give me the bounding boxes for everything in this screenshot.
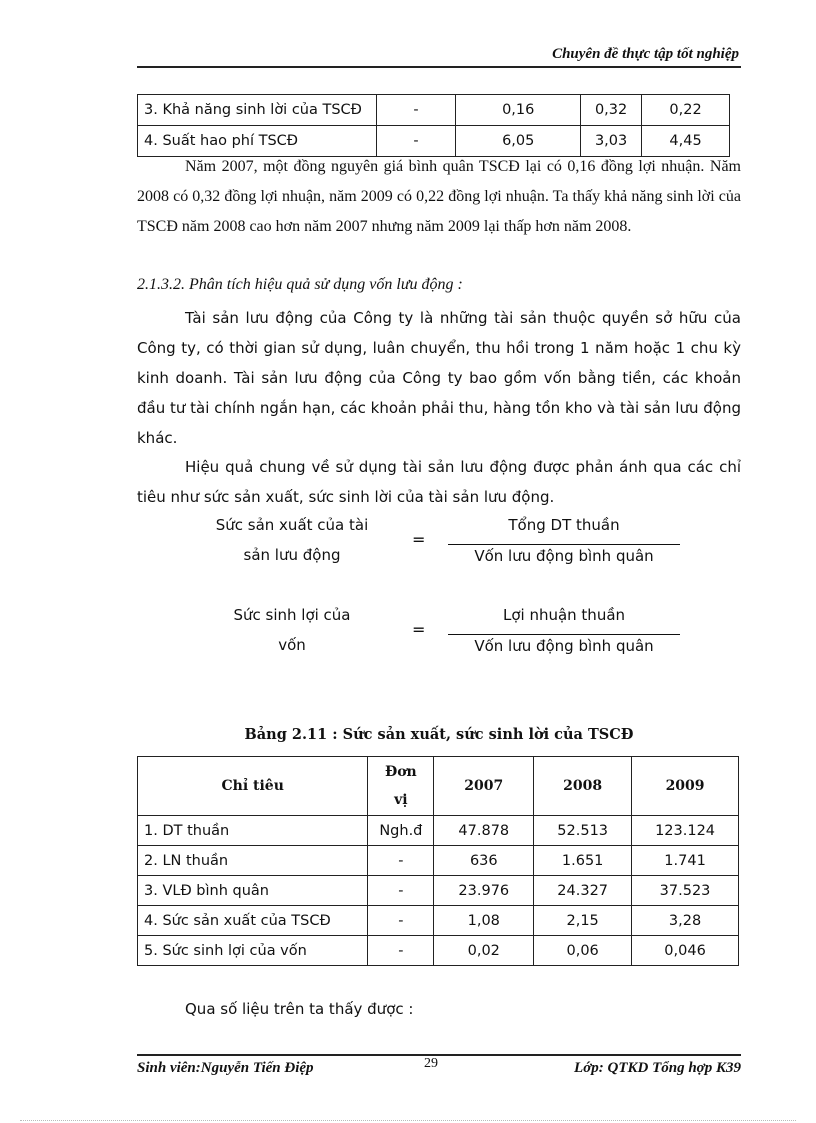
table-cell-unit: Ngh.đ — [368, 816, 434, 846]
header-unit — [368, 757, 434, 816]
table-cell-2008: 1.651 — [534, 846, 632, 876]
table-cell-2009: 4,45 — [642, 126, 730, 157]
table-cell-label: 3. VLĐ bình quân — [138, 876, 368, 906]
table-cell-label: 2. LN thuần — [138, 846, 368, 876]
table-cell-2007: 23.976 — [434, 876, 534, 906]
header-2008: 2008 — [534, 757, 632, 816]
table-cell-2007: 636 — [434, 846, 534, 876]
table-row — [138, 846, 739, 876]
formula-denominator: Vốn lưu động bình quân — [474, 547, 654, 565]
table-cell-2008: 24.327 — [534, 876, 632, 906]
table-cell-unit: - — [376, 126, 456, 157]
formula-label-line2: sản lưu động — [243, 546, 341, 564]
fraction-line — [448, 544, 680, 545]
table-cell-label: 5. Sức sinh lợi của vốn — [138, 936, 368, 966]
table-cell-label: 1. DT thuần — [138, 816, 368, 846]
table-caption: Bảng 2.11 : Sức sản xuất, sức sinh lời của TSCĐ — [244, 726, 634, 743]
table-cell-2009: 123.124 — [632, 816, 739, 846]
closing-text: Qua số liệu trên ta thấy được : — [185, 1000, 414, 1018]
header-indicator: Chỉ tiêu — [138, 757, 368, 816]
formula-profitability — [0, 600, 816, 670]
header-2007: 2007 — [434, 757, 534, 816]
table-cell-2007: 1,08 — [434, 906, 534, 936]
formula-numerator: Lợi nhuận thuần — [502, 606, 626, 624]
table-cell-label: 3. Khả năng sinh lời của TSCĐ — [138, 95, 377, 126]
footer-student: Sinh viên:Nguyễn Tiến Điệp — [137, 1060, 314, 1076]
paragraph-efficiency: Hiệu quả chung về sử dụng tài sản lưu động được phản ánh qua các chỉ tiêu như sức sản xuất, sức sinh lời của tài sản lưu động. — [137, 458, 741, 506]
paragraph-current-assets: Tài sản lưu động của Công ty là những tài sản thuộc quyền sở hữu của Công ty, có thời gian sử dụng, luân chuyển, thu hồi trong 1 năm hoặc 1 chu kỳ kinh doanh. Tài sản lưu động của Công ty bao gồm vốn bằng tiền, các khoản đầu tư tài chính ngắn hạn, các khoản phải thu, hàng tồn kho và tài sản lưu động khác. — [137, 309, 741, 447]
table-row — [138, 936, 739, 966]
table-cell-2009: 37.523 — [632, 876, 739, 906]
efficiency-table — [137, 756, 739, 966]
table-cell-unit: - — [376, 95, 456, 126]
table-row — [138, 816, 739, 846]
table-cell-label: 4. Sức sản xuất của TSCĐ — [138, 906, 368, 936]
table-cell-2007: 0,16 — [456, 95, 581, 126]
page-footer — [137, 1054, 741, 1082]
header-title: Chuyên đề thực tập tốt nghiệp — [552, 46, 739, 62]
table-cell-unit: - — [368, 846, 434, 876]
table-cell-2009: 1.741 — [632, 846, 739, 876]
table-header-row — [138, 757, 739, 816]
formula-numerator: Tổng DT thuần — [508, 516, 620, 534]
page-break-line — [20, 1120, 796, 1121]
equals-sign: = — [412, 530, 426, 549]
table-cell-unit: - — [368, 906, 434, 936]
continued-table — [137, 94, 730, 157]
formula-production-capacity — [0, 510, 816, 580]
page-number: 29 — [424, 1056, 438, 1071]
formula-denominator: Vốn lưu động bình quân — [474, 637, 654, 655]
header-unit-line2: vị — [394, 792, 408, 808]
table-cell-2008: 3,03 — [581, 126, 642, 157]
table-cell-2008: 2,15 — [534, 906, 632, 936]
table-cell-2009: 3,28 — [632, 906, 739, 936]
table-cell-2008: 52.513 — [534, 816, 632, 846]
table-cell-2007: 6,05 — [456, 126, 581, 157]
table-cell-2009: 0,22 — [642, 95, 730, 126]
page-header — [137, 44, 741, 68]
header-2009: 2009 — [632, 757, 739, 816]
table-row — [138, 876, 739, 906]
table-cell-unit: - — [368, 936, 434, 966]
paragraph-fixed-asset-profit: Năm 2007, một đồng nguyên giá bình quân TSCĐ lại có 0,16 đồng lợi nhuận. Năm 2008 có 0,32 đồng lợi nhuận, năm 2009 có 0,22 đồng lợi nhuận. Ta thấy khả năng sinh lời của TSCĐ năm 2008 cao hơn năm 2007 nhưng năm 2009 lại thấp hơn năm 2008. — [137, 158, 741, 235]
formula-label-line2: vốn — [278, 636, 306, 654]
header-unit-line1: Đơn — [384, 764, 417, 780]
formula-label-line1: Sức sản xuất của tài — [215, 516, 369, 534]
equals-sign: = — [412, 620, 426, 639]
fraction-line — [448, 634, 680, 635]
table-cell-2008: 0,32 — [581, 95, 642, 126]
table-row — [138, 95, 730, 126]
table-cell-2008: 0,06 — [534, 936, 632, 966]
table-cell-2007: 47.878 — [434, 816, 534, 846]
table-cell-2009: 0,046 — [632, 936, 739, 966]
formula-label-line1: Sức sinh lợi của — [233, 606, 351, 624]
table-cell-unit: - — [368, 876, 434, 906]
footer-class: Lớp: QTKD Tổng hợp K39 — [574, 1060, 741, 1076]
table-cell-2007: 0,02 — [434, 936, 534, 966]
section-heading: 2.1.3.2. Phân tích hiệu quả sử dụng vốn lưu động : — [137, 276, 463, 293]
table-row — [138, 906, 739, 936]
table-cell-label: 4. Suất hao phí TSCĐ — [138, 126, 377, 157]
